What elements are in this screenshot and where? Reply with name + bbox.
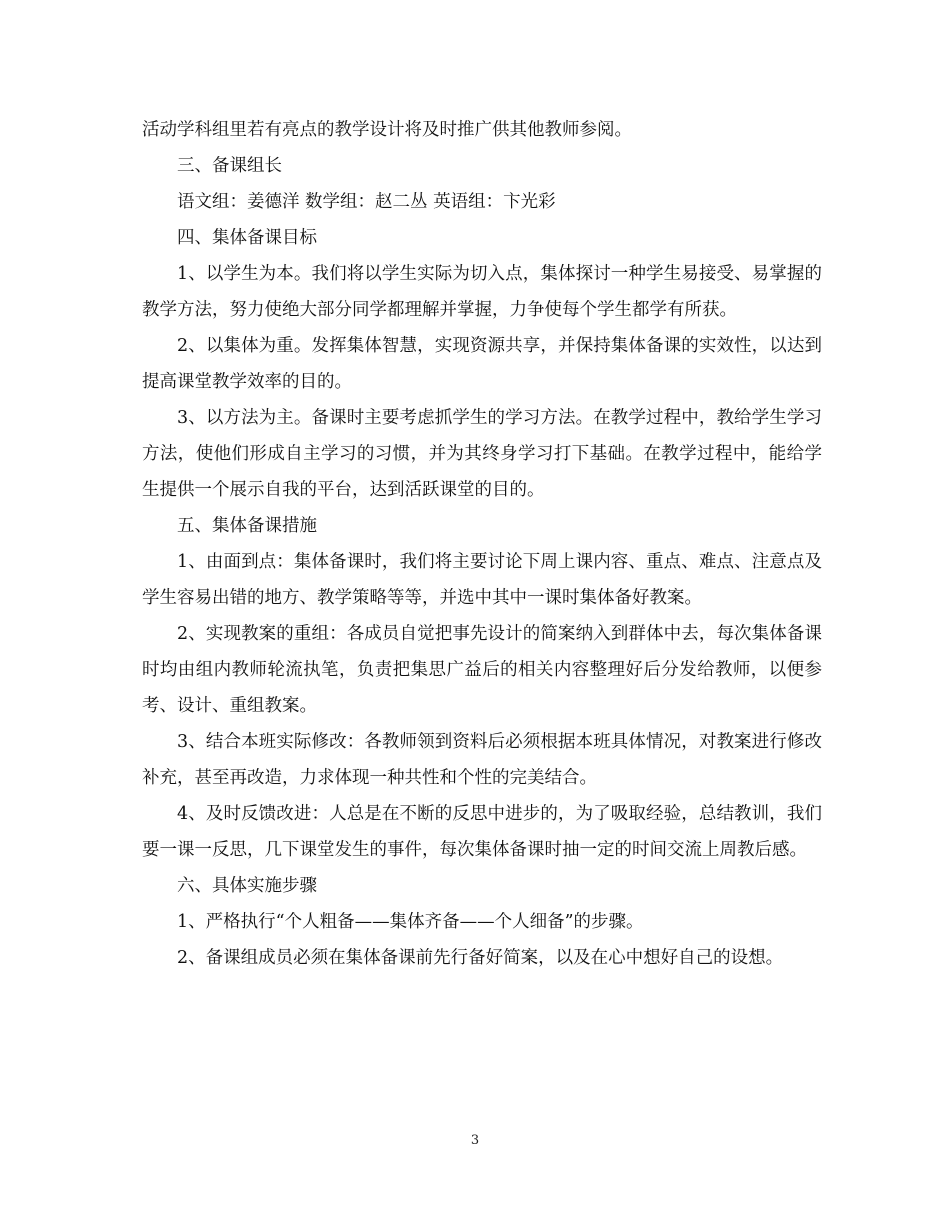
paragraph-step-2: 2、备课组成员必须在集体备课前先行备好简案，以及在心中想好自己的设想。 bbox=[177, 948, 784, 968]
paragraph-measure-3: 3、结合本班实际修改：各教师领到资料后必须根据本班具体情况，对教案进行修改补充，甚至再改造，力求体现一种共性和个性的完美结合。 bbox=[142, 732, 822, 788]
paragraph-goal-2: 2、以集体为重。发挥集体智慧，实现资源共享，并保持集体备课的实效性，以达到提高课堂教学效率的目的。 bbox=[142, 336, 822, 392]
paragraph-goal-1: 1、以学生为本。我们将以学生实际为切入点，集体探讨一种学生易接受、易掌握的教学方法，努力使绝大部分同学都理解并掌握，力争使每个学生都学有所获。 bbox=[142, 264, 822, 320]
paragraph-measure-4: 4、及时反馈改进：人总是在不断的反思中进步的，为了吸取经验，总结教训，我们要一课一反思，几下课堂发生的事件，每次集体备课时抽一定的时间交流上周教后感。 bbox=[142, 804, 822, 860]
section-heading-leaders: 三、备课组长 bbox=[177, 156, 282, 176]
paragraph-group-leaders: 语文组：姜德洋 数学组：赵二丛 英语组：卞光彩 bbox=[177, 192, 556, 212]
section-heading-steps: 六、具体实施步骤 bbox=[177, 876, 317, 896]
section-heading-measures: 五、集体备课措施 bbox=[177, 516, 317, 536]
section-heading-goals: 四、集体备课目标 bbox=[177, 228, 317, 248]
paragraph-goal-3: 3、以方法为主。备课时主要考虑抓学生的学习方法。在教学过程中，教给学生学习方法，使他们形成自主学习的习惯，并为其终身学习打下基础。在教学过程中，能给学生提供一个展示自我的平台，达到活跃课堂的目的。 bbox=[142, 408, 822, 500]
paragraph-measure-2: 2、实现教案的重组：各成员自觉把事先设计的简案纳入到群体中去，每次集体备课时均由组内教师轮流执笔，负责把集思广益后的相关内容整理好后分发给教师，以便参考、设计、重组教案。 bbox=[142, 624, 822, 716]
page-number: 3 bbox=[470, 1133, 480, 1148]
paragraph-step-1: 1、严格执行“个人粗备——集体齐备——个人细备”的步骤。 bbox=[177, 912, 644, 932]
document-body bbox=[142, 112, 822, 976]
paragraph-measure-1: 1、由面到点：集体备课时，我们将主要讨论下周上课内容、重点、难点、注意点及学生容易出错的地方、教学策略等等，并选中其中一课时集体备好教案。 bbox=[142, 552, 822, 608]
paragraph-continuation: 活动学科组里若有亮点的教学设计将及时推广供其他教师参阅。 bbox=[142, 120, 632, 140]
